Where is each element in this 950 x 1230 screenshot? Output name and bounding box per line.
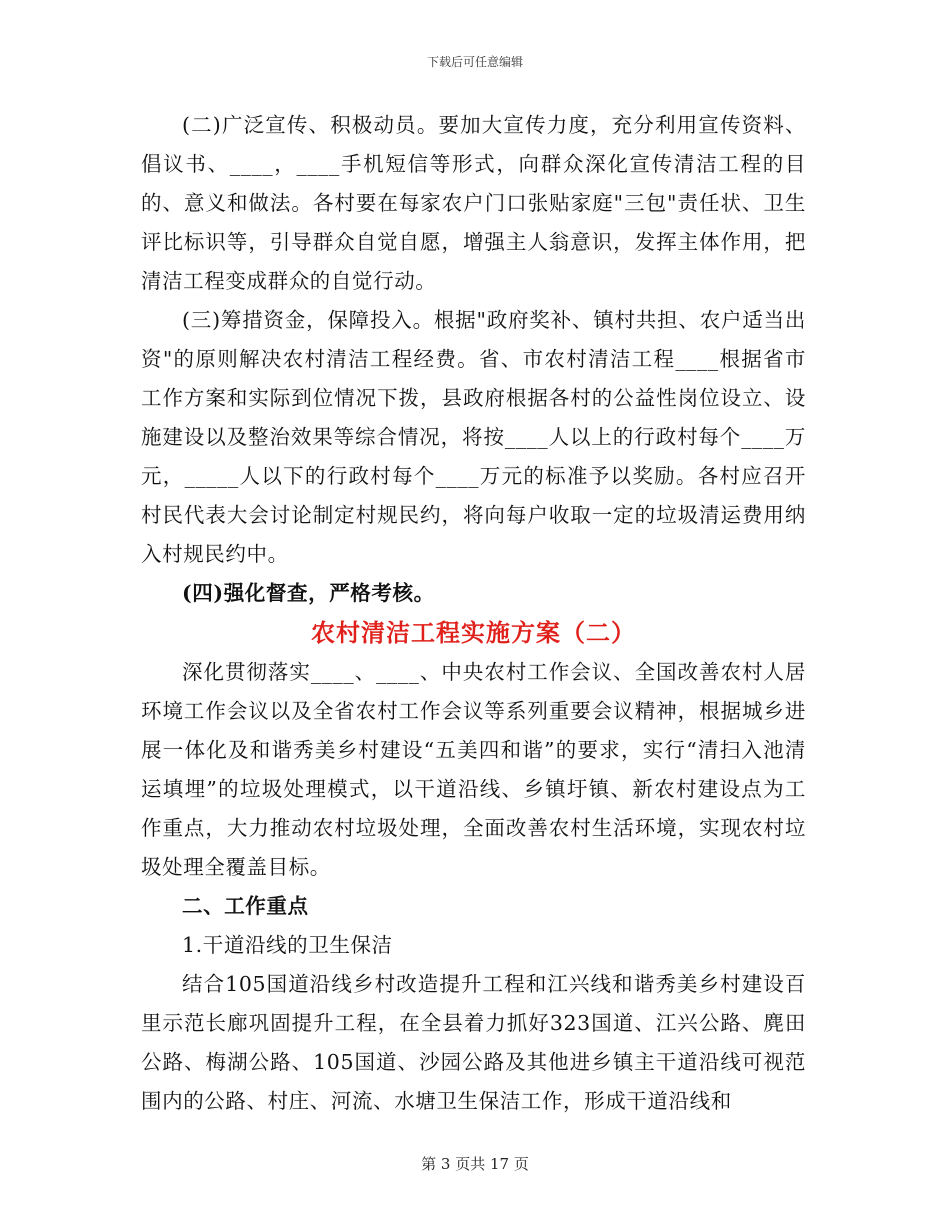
paragraph-publicity: (二)广泛宣传、积极动员。要加大宣传力度，充分利用宣传资料、倡议书、____，____手机短信等形式，向群众深化宣传清洁工程的目的、意义和做法。各村要在每家农户门口张贴家庭"三包"责任状、卫生评比标识等，引导群众自觉自愿，增强主人翁意识，发挥主体作用，把清洁工程变成群众的自觉行动。 bbox=[141, 113, 806, 293]
heading-work-focus: 二、工作重点 bbox=[182, 894, 309, 918]
paragraph-roadside: 结合105国道沿线乡村改造提升工程和江兴线和谐秀美乡村建设百里示范长廊巩固提升工程，在全县着力抓好323国道、江兴公路、麂田公路、梅湖公路、105国道、沙园公路及其他进乡镇主干道沿线可视范围内的公路、村庄、河流、水塘卫生保洁工作，形成干道沿线和 bbox=[141, 972, 806, 1113]
paragraph-funding: (三)筹措资金，保障投入。根据"政府奖补、镇村共担、农户适当出资"的原则解决农村清洁工程经费。省、市农村清洁工程____根据省市工作方案和实际到位情况下拨，县政府根据各村的公益性岗位设立、设施建设以及整治效果等综合情况，将按____人以上的行政村每个____万元，_____人以下的行政村每个____万元的标准予以奖励。各村应召开村民代表大会讨论制定村规民约，将向每户收取一定的垃圾清运费用纳入村规民约中。 bbox=[141, 308, 806, 566]
paragraph-intro: 深化贯彻落实____、____、中央农村工作会议、全国改善农村人居环境工作会议以及全省农村工作会议等系列重要会议精神，根据城乡进展一体化及和谐秀美乡村建设“五美四和谐”的要求，实行“清扫入池清运填埋”的垃圾处理模式，以干道沿线、乡镇圩镇、新农村建设点为工作重点，大力推动农村垃圾处理，全面改善农村生活环境，实现农村垃圾处理全覆盖目标。 bbox=[141, 660, 806, 879]
paragraph-supervision-heading: (四)强化督查，严格考核。 bbox=[182, 581, 435, 605]
page-number: 第 3 页共 17 页 bbox=[421, 1155, 529, 1173]
section-title: 农村清洁工程实施方案（二） bbox=[311, 618, 636, 647]
document-body bbox=[141, 106, 806, 1121]
page-header-note: 下载后可任意编辑 bbox=[426, 55, 523, 69]
subheading-roadside-cleaning: 1.干道沿线的卫生保洁 bbox=[182, 933, 393, 957]
